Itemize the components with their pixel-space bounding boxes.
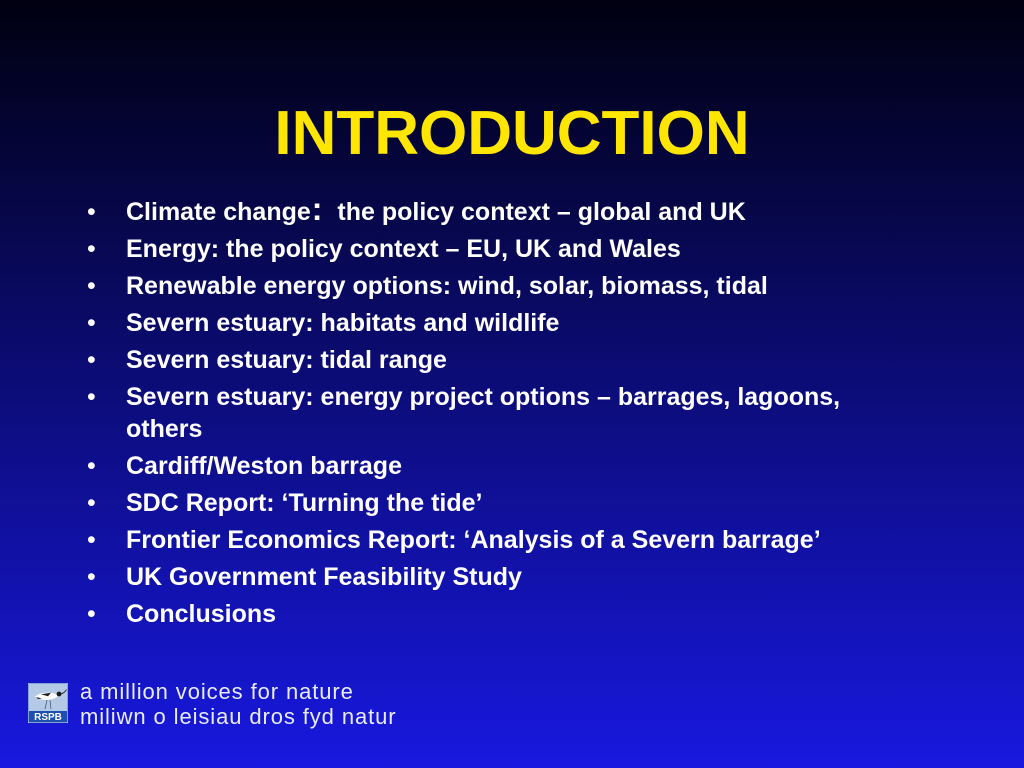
bullet-text: Cardiff/Weston barrage [126, 452, 402, 480]
bullet-marker: • [87, 309, 96, 337]
bullet-text: Frontier Economics Report: ‘Analysis of a Severn barrage’ [126, 526, 821, 554]
footer-tagline [80, 679, 396, 729]
bullet-item [0, 487, 900, 519]
bullet-item [0, 191, 900, 228]
bullet-item [0, 233, 900, 265]
tagline-welsh: miliwn o leisiau dros fyd natur [80, 704, 397, 729]
bullet-marker: • [87, 452, 96, 480]
bullet-text: Severn estuary: energy project options – barrages, lagoons, others [126, 383, 841, 443]
bullet-marker: • [87, 272, 96, 300]
bullet-item [0, 381, 900, 445]
bullet-text-lead: Climate change [126, 198, 311, 226]
bullet-item [0, 270, 900, 302]
bullet-text: UK Government Feasibility Study [126, 563, 522, 591]
tagline-english: a million voices for nature [80, 679, 354, 704]
bullet-item [0, 598, 900, 630]
bullet-marker: • [87, 346, 96, 374]
bullet-text: Severn estuary: habitats and wildlife [126, 309, 560, 337]
bullet-marker: • [87, 563, 96, 591]
bullet-text: SDC Report: ‘Turning the tide’ [126, 489, 483, 517]
bullet-text: Severn estuary: tidal range [126, 346, 447, 374]
bullet-text: the policy context – global and UK [337, 198, 746, 226]
logo-text: RSPB [34, 712, 62, 723]
bullet-text-separator: : [311, 191, 323, 227]
bullet-marker: • [87, 198, 96, 226]
bullet-marker: • [87, 235, 96, 263]
bullet-marker: • [87, 489, 96, 517]
bullet-marker: • [87, 383, 96, 411]
bullet-marker: • [87, 600, 96, 628]
slide-title: INTRODUCTION [274, 99, 750, 168]
bullet-item [0, 524, 900, 556]
bullet-text: Conclusions [126, 600, 277, 628]
bullet-item [0, 307, 900, 339]
bullet-list [0, 191, 900, 635]
bullet-item [0, 344, 900, 376]
bullet-item [0, 561, 900, 593]
rspb-logo [28, 683, 68, 723]
bullet-text: Renewable energy options: wind, solar, biomass, tidal [126, 272, 768, 300]
bullet-marker: • [87, 526, 96, 554]
bullet-item [0, 450, 900, 482]
bullet-text: Energy: the policy context – EU, UK and Wales [126, 235, 681, 263]
